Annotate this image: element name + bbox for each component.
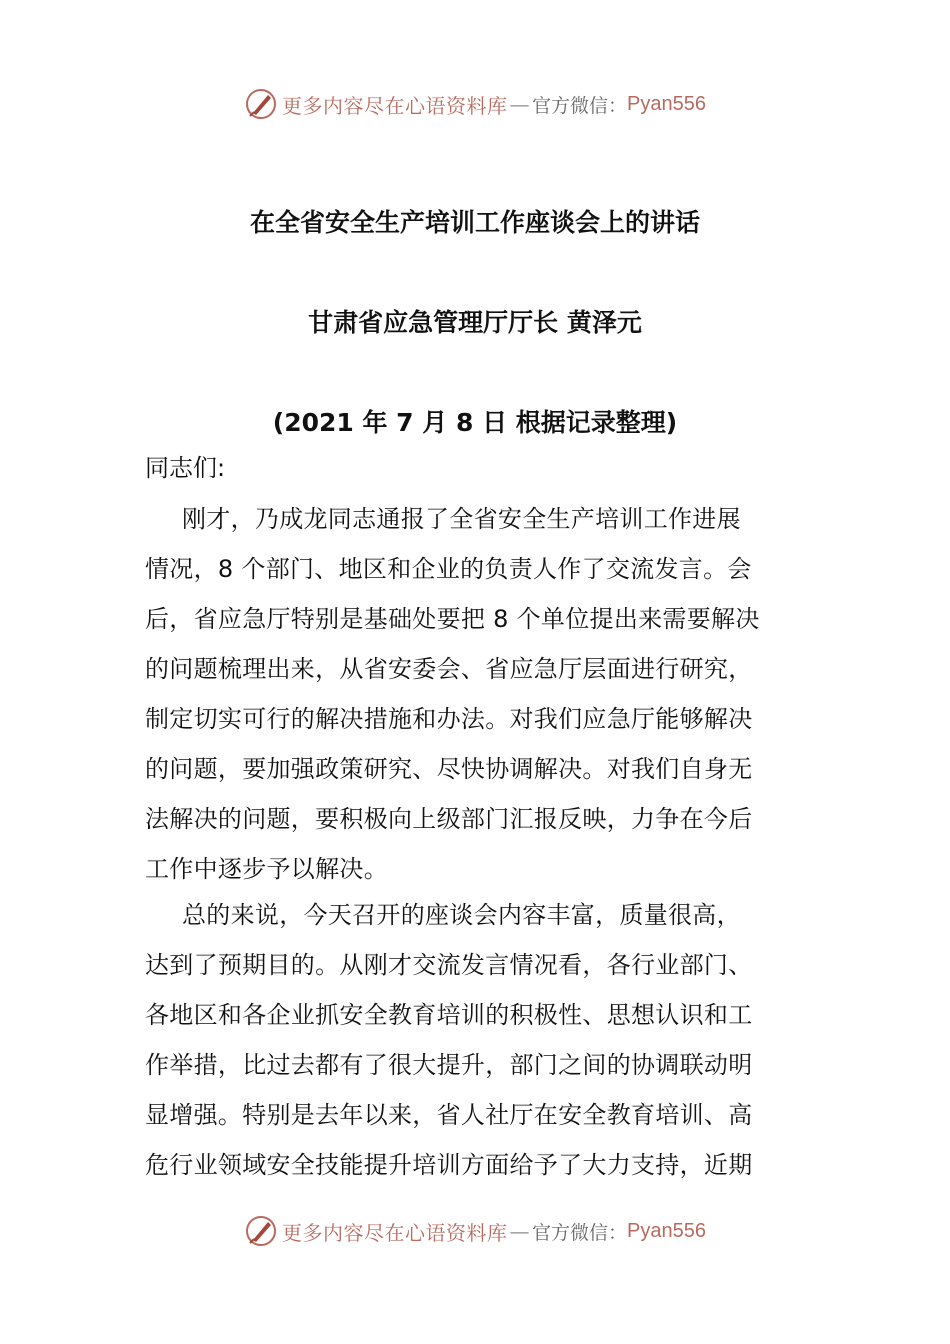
document-date-note: (2021 年 7 月 8 日 根据记录整理) [272,408,678,437]
document-author: 甘肃省应急管理厅厅长 黄泽元 [308,308,642,337]
footer-watermark-banner [0,1209,950,1253]
paragraph-line: 工作中逐步予以解决。 [145,855,388,883]
watermark-text: 更多内容尽在心语资料库 [282,93,508,118]
paragraph-line: 的问题，要加强政策研究、尽快协调解决。对我们自身无 [145,755,753,783]
body-paragraph [145,890,805,1190]
paragraph-line: 总的来说，今天召开的座谈会内容丰富，质量很高， [182,901,741,929]
paragraph-line: 各地区和各企业抓安全教育培训的积极性、思想认识和工 [145,1001,753,1029]
watermark-wechat-id: Pyan556 [627,92,706,115]
paragraph-line: 危行业领域安全技能提升培训方面给予了大力支持，近期 [145,1151,753,1179]
paragraph-line: 达到了预期目的。从刚才交流发言情况看，各行业部门、 [145,951,753,979]
paragraph-line: 的问题梳理出来，从省安委会、省应急厅层面进行研究， [145,655,753,683]
watermark-separator: — [509,1219,530,1243]
quill-pen-circle-icon [244,1214,278,1248]
watermark-wechat-id: Pyan556 [627,1219,706,1242]
paragraph-line: 显增强。特别是去年以来，省人社厅在安全教育培训、高 [145,1101,753,1129]
paragraph-line: 法解决的问题，要积极向上级部门汇报反映，力争在今后 [145,805,753,833]
paragraph-line: 情况，8 个部门、地区和企业的负责人作了交流发言。会 [145,555,752,583]
paragraph-line: 制定切实可行的解决措施和办法。对我们应急厅能够解决 [145,705,753,733]
quill-pen-circle-icon [244,87,278,121]
watermark-label: 官方微信： [532,94,628,117]
body-paragraph [145,494,805,894]
paragraph-line: 作举措，比过去都有了很大提升，部门之间的协调联动明 [145,1051,753,1079]
salutation: 同志们: [145,454,226,482]
paragraph-line: 刚才，乃成龙同志通报了全省安全生产培训工作进展 [182,505,741,533]
header-watermark-banner [0,82,950,126]
watermark-text: 更多内容尽在心语资料库 [282,1220,508,1245]
watermark-separator: — [509,92,530,116]
paragraph-line: 后，省应急厅特别是基础处要把 8 个单位提出来需要解决 [145,605,760,633]
document-title: 在全省安全生产培训工作座谈会上的讲话 [249,208,700,237]
watermark-label: 官方微信： [532,1221,628,1244]
